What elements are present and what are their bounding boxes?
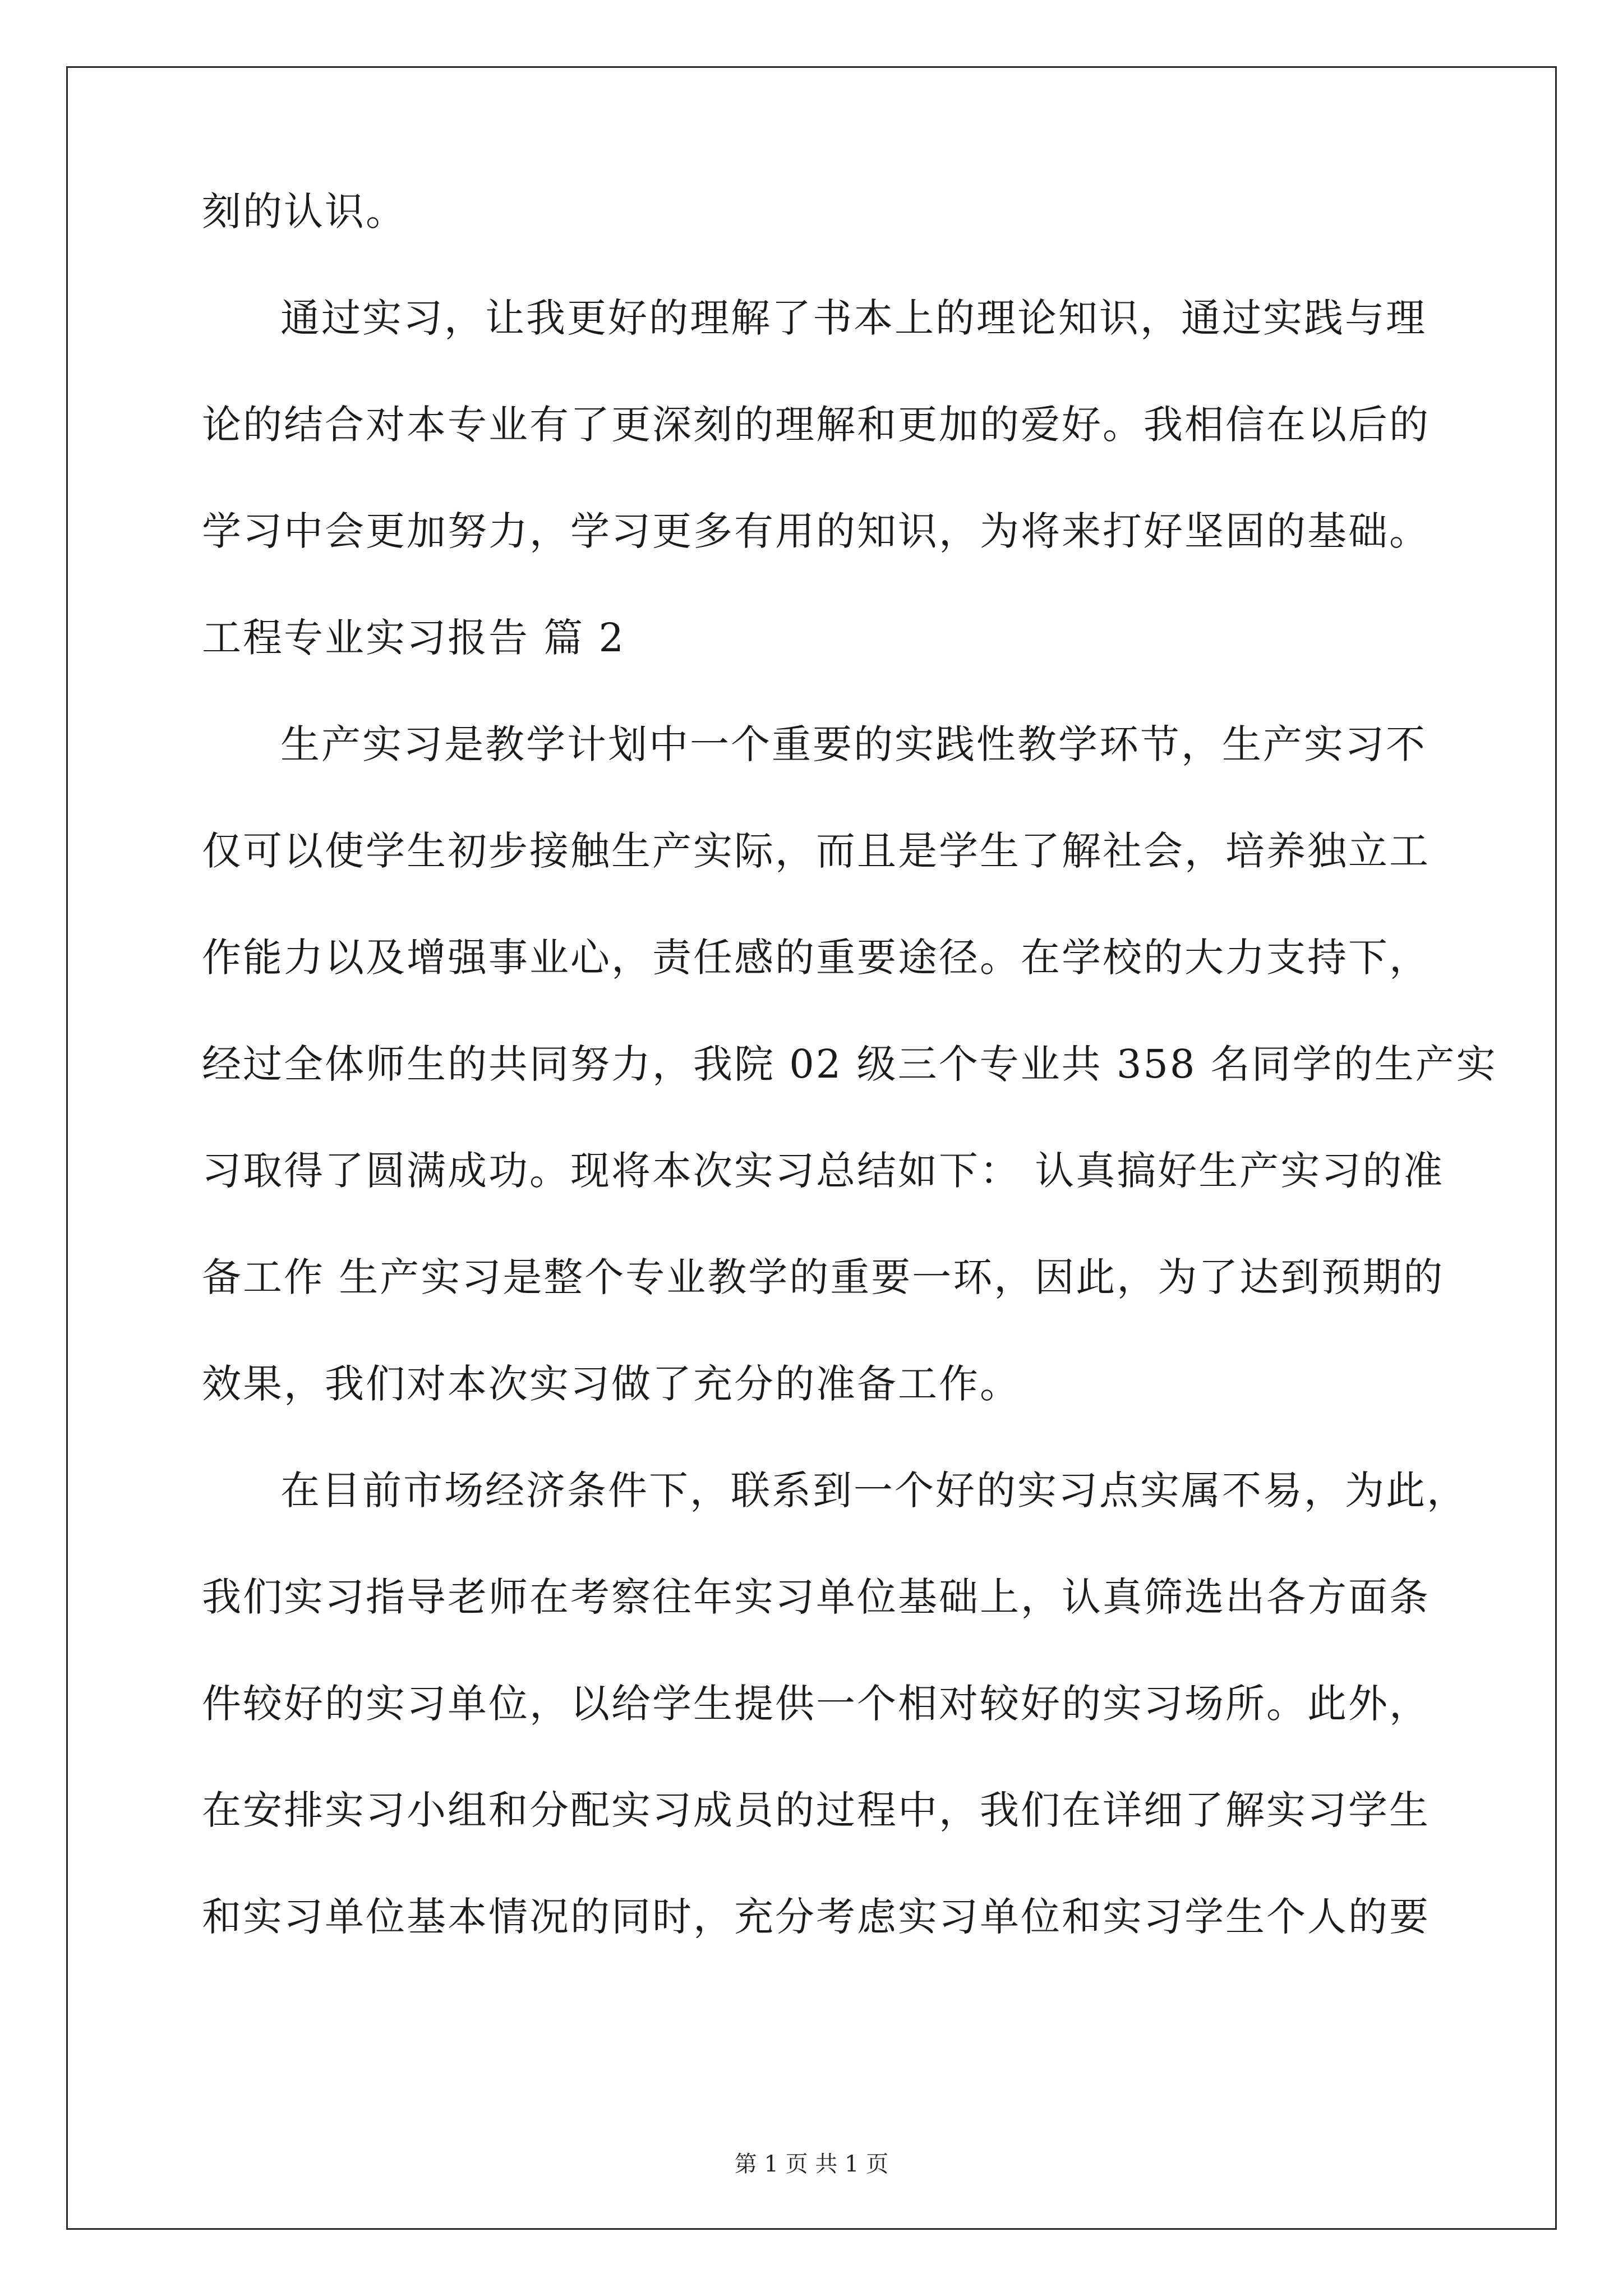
paragraph-start-line: 通过实习，让我更好的理解了书本上的理论知识，通过实践与理 (280, 295, 1427, 341)
text-line: 学习中会更加努力，学习更多有用的知识，为将来打好坚固的基础。 (202, 508, 1430, 554)
text-line: 件较好的实习单位，以给学生提供一个相对较好的实习场所。此外， (202, 1681, 1430, 1727)
text-line: 我们实习指导老师在考察往年实习单位基础上，认真筛选出各方面条 (202, 1574, 1430, 1620)
text-line: 备工作 生产实习是整个专业教学的重要一环，因此，为了达到预期的 (202, 1254, 1445, 1300)
page-footer: 第 1 页 共 1 页 (734, 2151, 889, 2177)
text-line: 习取得了圆满成功。现将本次实习总结如下： 认真搞好生产实习的准 (202, 1148, 1445, 1194)
text-line: 论的结合对本专业有了更深刻的理解和更加的爱好。我相信在以后的 (202, 402, 1430, 448)
paragraph-start-line: 生产实习是教学计划中一个重要的实践性教学环节，生产实习不 (280, 721, 1427, 767)
text-line: 作能力以及增强事业心，责任感的重要途径。在学校的大力支持下， (202, 935, 1430, 981)
paragraph-start-line: 在目前市场经济条件下，联系到一个好的实习点实属不易，为此， (280, 1467, 1468, 1513)
text-line: 刻的认识。 (202, 188, 407, 234)
section-heading: 工程专业实习报告 篇 2 (202, 615, 626, 661)
text-line: 经过全体师生的共同努力，我院 02 级三个专业共 358 名同学的生产实 (202, 1041, 1497, 1087)
text-line: 和实习单位基本情况的同时，充分考虑实习单位和实习学生个人的要 (202, 1894, 1430, 1940)
text-line: 在安排实习小组和分配实习成员的过程中，我们在详细了解实习学生 (202, 1787, 1430, 1833)
text-line: 效果，我们对本次实习做了充分的准备工作。 (202, 1361, 1021, 1407)
text-line: 仅可以使学生初步接触生产实际，而且是学生了解社会，培养独立工 (202, 828, 1430, 874)
